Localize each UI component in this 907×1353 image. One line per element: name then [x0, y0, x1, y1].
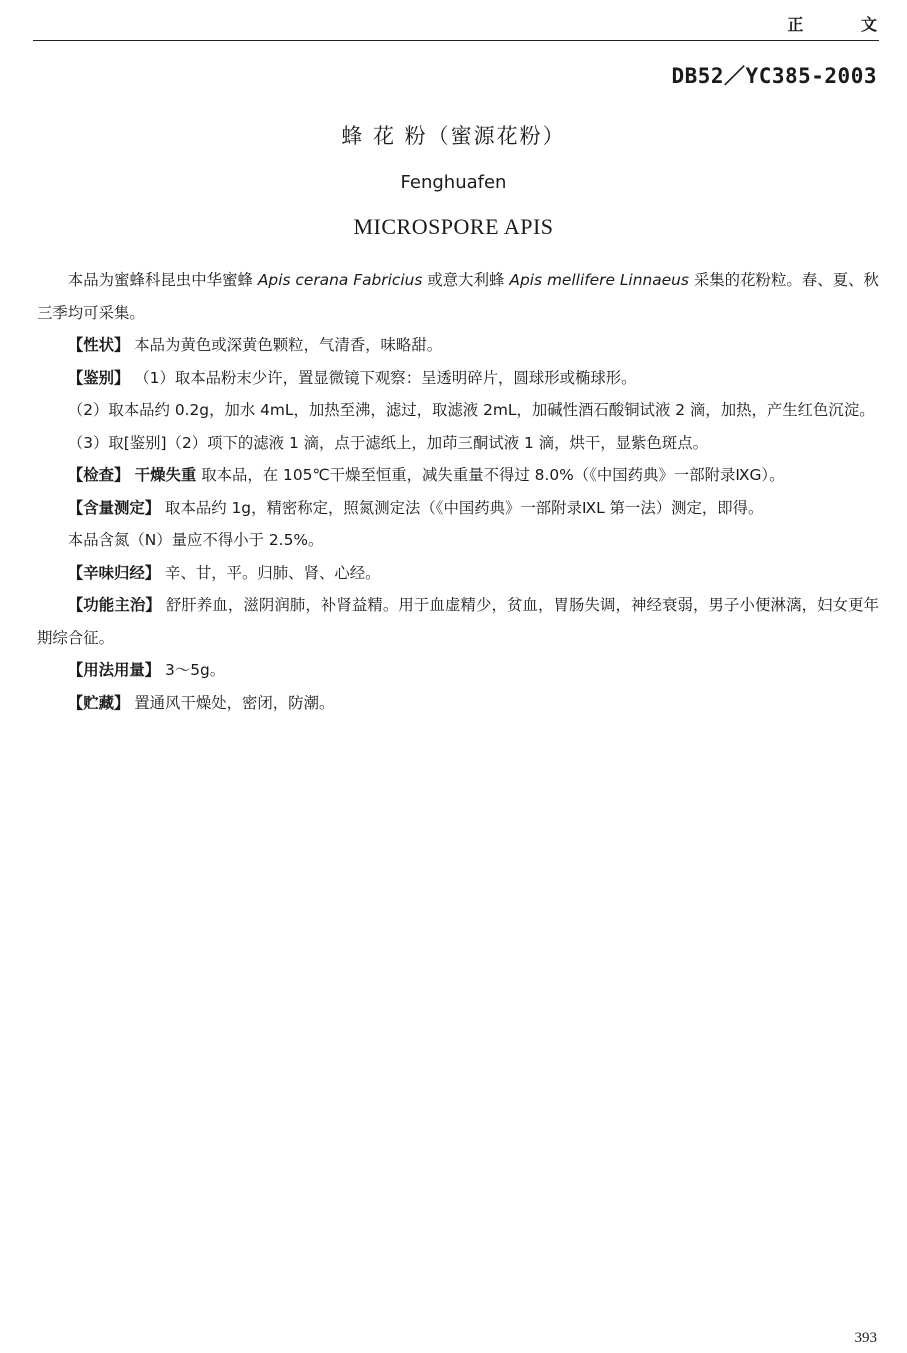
- source-paragraph: [37, 264, 879, 329]
- monograph-body: [37, 264, 879, 719]
- function-label: 【功能主治】: [67, 596, 161, 614]
- identification-label: 【鉴别】: [67, 368, 130, 387]
- dosage-paragraph: [37, 654, 879, 687]
- assay-limit-paragraph: 本品含氮（N）量应不得小于 2.5%。: [67, 531, 324, 549]
- latin-name: MICROSPORE APIS: [353, 214, 554, 239]
- inspection-text: 取本品，在 105℃干燥至恒重，减失重量不得过 8.0%（《中国药典》一部附录ⅨG）。: [196, 466, 785, 484]
- assay-label: 【含量测定】: [67, 498, 161, 517]
- dosage-text: 3～5g。: [160, 661, 226, 679]
- identification-2-paragraph: （2）取本品约 0.2g，加水 4mL，加热至沸，滤过，取滤液 2mL，加碱性酒石酸铜试液 2 滴，加热，产生红色沉淀。: [67, 401, 875, 419]
- characters-label: 【性状】: [67, 336, 130, 354]
- source-text-1: 本品为蜜蜂科昆虫中华蜜蜂: [67, 271, 253, 289]
- inspection-label: 【检查】: [67, 466, 130, 484]
- identification-paragraph: [37, 362, 879, 395]
- species-name-1: Apis cerana Fabricius: [257, 271, 423, 289]
- page-number: 393: [854, 1330, 877, 1346]
- standard-number: DB52／YC385-2003: [671, 64, 877, 88]
- function-text: 舒肝养血，滋阴润肺，补肾益精。用于血虚精少，贫血，胃肠失调，神经衰弱，男子小便淋漓，妇女更年期综合征。: [37, 596, 879, 647]
- dosage-label: 【用法用量】: [67, 661, 161, 679]
- inspection-sublabel: 干燥失重: [129, 466, 197, 484]
- monograph-title: 蜂 花 粉（蜜源花粉）: [341, 124, 566, 148]
- function-paragraph: [37, 589, 879, 654]
- storage-label: 【贮藏】: [67, 693, 130, 712]
- nature-text: 辛、甘，平。归肺、肾、心经。: [160, 563, 381, 582]
- header-divider: [33, 40, 879, 41]
- characters-paragraph: [37, 329, 879, 362]
- inspection-paragraph: [37, 459, 879, 492]
- source-text-3: 采集的花粉粒。春、夏、秋三季均可采集。: [37, 271, 879, 322]
- storage-text: 置通风干燥处，密闭，防潮。: [129, 693, 335, 712]
- identification-3-paragraph: （3）取[鉴别]（2）项下的滤液 1 滴，点于滤纸上，加茚三酮试液 1 滴，烘干，显紫色斑点。: [67, 433, 708, 452]
- nature-paragraph: [37, 557, 879, 590]
- assay-text: 取本品约 1g，精密称定，照氮测定法（《中国药典》一部附录ⅨL 第一法）测定，即得。: [160, 498, 764, 517]
- storage-paragraph: [37, 687, 879, 720]
- species-name-2: Apis mellifere Linnaeus: [509, 271, 689, 289]
- nature-label: 【辛味归经】: [67, 563, 161, 582]
- source-text-2: 或意大利蜂: [427, 271, 505, 289]
- pinyin-name: Fenghuafen: [400, 172, 507, 193]
- characters-text: 本品为黄色或深黄色颗粒，气清香，味略甜。: [129, 336, 443, 354]
- identification-text: （1）取本品粉末少许，置显微镜下观察：呈透明碎片，圆球形或椭球形。: [129, 368, 637, 387]
- header-section-label: 正 文: [787, 15, 903, 34]
- assay-paragraph: [37, 492, 879, 525]
